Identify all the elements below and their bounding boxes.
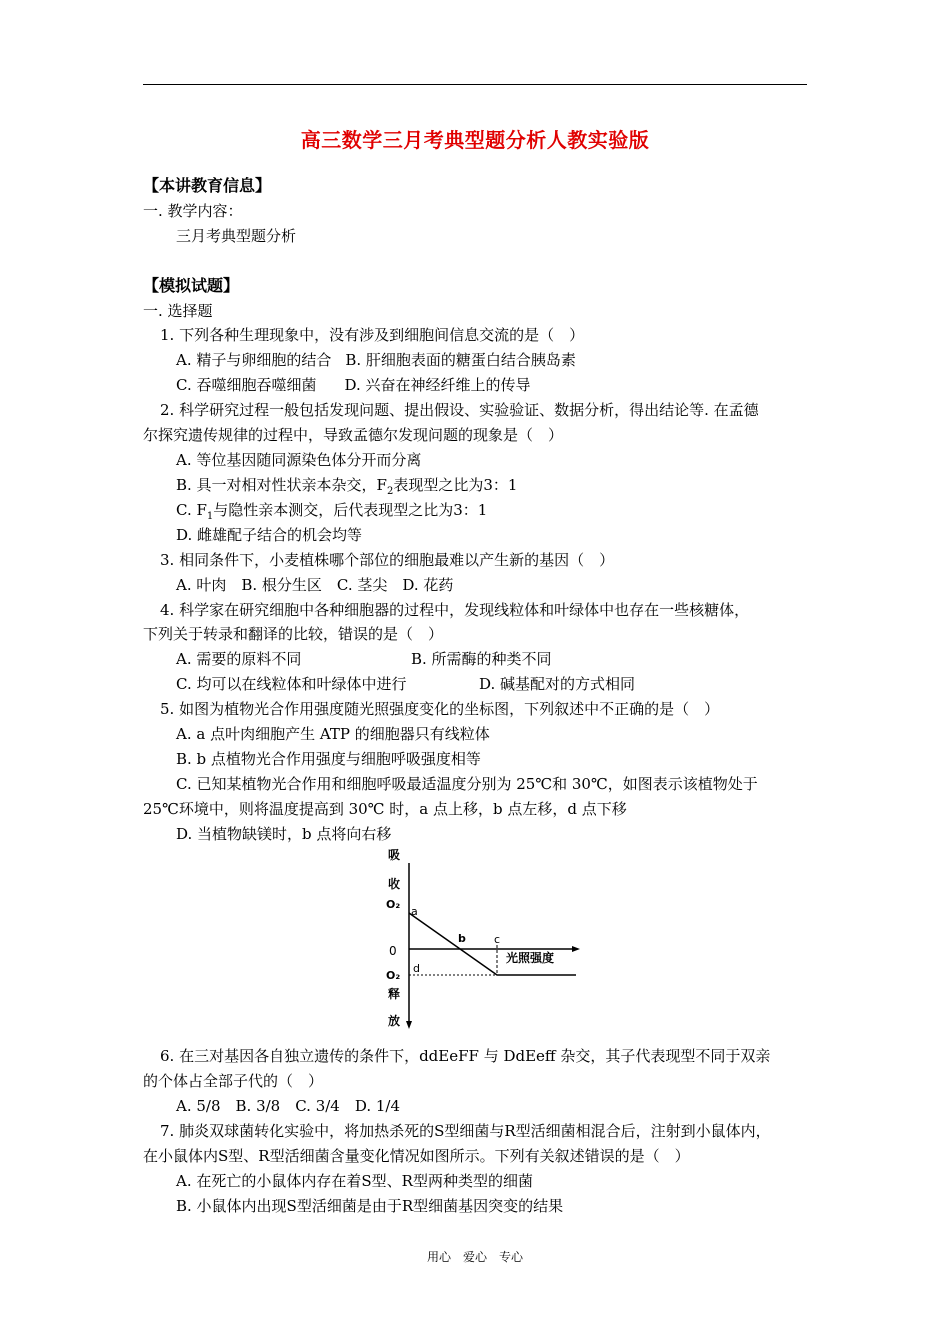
part-label: 一. 选择题 — [143, 302, 213, 320]
q1-option-b: B. 肝细胞表面的糖蛋白结合胰岛素 — [345, 351, 576, 369]
curve-line — [409, 913, 576, 975]
q4-option-b: B. 所需酶的种类不同 — [411, 650, 552, 668]
q7-stem-1: 7. 肺炎双球菌转化实验中，将加热杀死的S型细菌与R型活细菌相混合后，注射到小鼠体内， — [160, 1122, 771, 1140]
point-a-label: a — [411, 905, 418, 918]
section-content-text: 三月考典型题分析 — [176, 227, 297, 245]
point-c-label: c — [494, 933, 501, 946]
point-d-label: d — [413, 962, 420, 975]
q2-option-b-text: B. 具一对相对性状亲本杂交，F — [176, 476, 387, 494]
q5-option-c-1: C. 已知某植物光合作用和细胞呼吸最适温度分别为 25℃和 30℃，如图表示该植物处于 — [176, 775, 758, 793]
page-footer: 用心 爱心 专心 — [426, 1250, 523, 1264]
q2-stem-2: 尔探究遗传规律的过程中，导致孟德尔发现问题的现象是（ ） — [143, 426, 564, 444]
q2-option-c — [176, 500, 487, 527]
point-b-label: b — [458, 932, 466, 945]
q6-stem-2: 的个体占全部子代的（ ） — [143, 1072, 324, 1090]
q2-option-c-text-2: 与隐性亲本测交，后代表现型之比为3：1 — [213, 501, 488, 519]
q2-option-a: A. 等位基因随同源染色体分开而分离 — [176, 451, 422, 469]
y-label-bottom-1: 释 — [388, 987, 401, 1001]
y-label-top-1: 吸 — [388, 848, 401, 862]
q2-option-b-sub: 2 — [386, 486, 394, 497]
q6-stem-1: 6. 在三对基因各自独立遗传的条件下，ddEeFF 与 DdEeff 杂交，其子代表现型不同于双亲 — [160, 1047, 771, 1065]
photosynthesis-figure — [380, 845, 580, 1030]
q5-option-d: D. 当植物缺镁时，b 点将向右移 — [176, 825, 392, 843]
q4-option-d: D. 碱基配对的方式相同 — [479, 675, 636, 693]
y-label-top-2: 收 — [388, 877, 401, 891]
section-heading-info: 【本讲教育信息】 — [143, 176, 272, 195]
q7-option-b: B. 小鼠体内出现S型活细菌是由于R型细菌基因突变的结果 — [176, 1197, 564, 1215]
q4-option-a: A. 需要的原料不同 — [176, 650, 302, 668]
section-heading-test: 【模拟试题】 — [143, 276, 240, 295]
y-axis-arrow — [406, 1021, 412, 1029]
section-item-content: 一. 教学内容： — [143, 202, 243, 220]
zero-label: 0 — [389, 944, 397, 958]
q5-option-b: B. b 点植物光合作用强度与细胞呼吸强度相等 — [176, 750, 481, 768]
q4-stem-1: 4. 科学家在研究细胞中各种细胞器的过程中，发现线粒体和叶绿体中也存在一些核糖体， — [160, 601, 750, 619]
o2-label-bottom: O₂ — [386, 969, 401, 982]
q3-stem: 3. 相同条件下，小麦植株哪个部位的细胞最难以产生新的基因（ ） — [160, 551, 615, 569]
q1-stem: 1. 下列各种生理现象中，没有涉及到细胞间信息交流的是（ ） — [160, 326, 585, 344]
q1-options-cd — [176, 375, 531, 395]
q7-option-a: A. 在死亡的小鼠体内存在着S型、R型两种类型的细菌 — [176, 1172, 533, 1190]
q2-option-d: D. 雌雄配子结合的机会均等 — [176, 526, 363, 544]
q2-option-c-text: C. F — [176, 501, 207, 519]
q2-option-c-sub: 1 — [206, 511, 214, 522]
header-rule — [143, 84, 807, 85]
q1-option-a: A. 精子与卵细胞的结合 — [176, 351, 332, 369]
q1-option-d: D. 兴奋在神经纤维上的传导 — [344, 376, 531, 394]
q5-stem: 5. 如图为植物光合作用强度随光照强度变化的坐标图，下列叙述中不正确的是（ ） — [160, 700, 720, 718]
q2-stem-1: 2. 科学研究过程一般包括发现问题、提出假设、实验验证、数据分析，得出结论等. 在孟德 — [160, 401, 759, 419]
q4-stem-2: 下列关于转录和翻译的比较，错误的是（ ） — [143, 625, 444, 643]
q6-options: A. 5/8 B. 3/8 C. 3/4 D. 1/4 — [176, 1097, 400, 1115]
q7-stem-2: 在小鼠体内S型、R型活细菌含量变化情况如图所示。下列有关叙述错误的是（ ） — [143, 1147, 690, 1165]
x-axis-label: 光照强度 — [506, 951, 555, 965]
q1-option-c: C. 吞噬细胞吞噬细菌 — [176, 376, 317, 394]
q3-options: A. 叶肉 B. 根分生区 C. 茎尖 D. 花药 — [176, 576, 454, 594]
q5-option-a: A. a 点叶肉细胞产生 ATP 的细胞器只有线粒体 — [176, 725, 490, 743]
y-label-bottom-2: 放 — [388, 1014, 401, 1028]
q2-option-b — [176, 475, 517, 502]
x-axis-arrow — [572, 946, 580, 952]
q2-option-b-text-2: 表现型之比为3：1 — [393, 476, 518, 494]
q5-option-c-2: 25℃环境中，则将温度提高到 30℃ 时，a 点上移，b 点左移，d 点下移 — [143, 800, 627, 818]
page-title: 高三数学三月考典型题分析人教实验版 — [300, 128, 650, 152]
q1-options-ab — [176, 350, 576, 370]
o2-label-top: O₂ — [386, 898, 401, 911]
q4-option-c: C. 均可以在线粒体和叶绿体中进行 — [176, 675, 407, 693]
